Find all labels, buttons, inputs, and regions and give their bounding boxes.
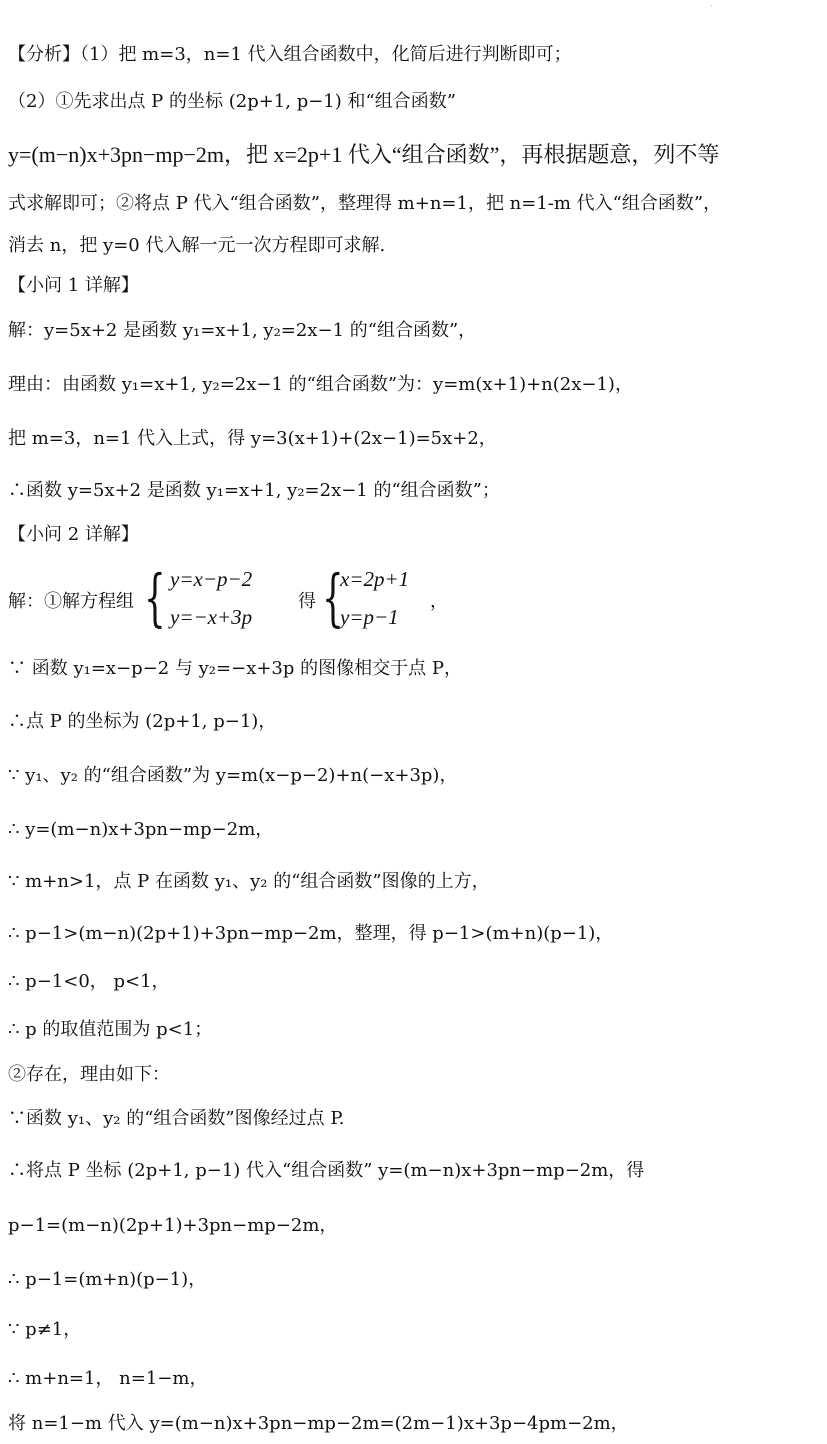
solution-line-2: 理由：由函数 y₁=x+1, y₂=2x−1 的“组合函数”为：y=m(x+1)+n(2x−1)， <box>8 374 633 395</box>
solution-line-3: 把 m=3，n=1 代入上式，得 y=3(x+1)+(2x−1)=5x+2， <box>8 428 497 449</box>
solution-line-12: ∴ p 的取值范围为 p<1； <box>8 1019 213 1040</box>
solution-line-18: ∵ p≠1， <box>8 1319 82 1340</box>
section-heading-q1: 【小问 1 详解】 <box>8 275 139 296</box>
solution-line-9: ∵ m+n>1，点 P 在函数 y₁、y₂ 的“组合函数”图像的上方， <box>8 871 490 892</box>
solution-line-1: 解：y=5x+2 是函数 y₁=x+1, y₂=2x−1 的“组合函数”， <box>8 320 477 341</box>
solution-line-13: ②存在，理由如下： <box>8 1064 170 1085</box>
solution-line-19: ∴ m+n=1， n=1−m， <box>8 1368 208 1389</box>
solution-line-17: ∴ p−1=(m+n)(p−1)， <box>8 1269 207 1290</box>
solution-line-16: p−1=(m−n)(2p+1)+3pn−mp−2m， <box>8 1215 338 1236</box>
solution-line-4: ∴函数 y=5x+2 是函数 y₁=x+1, y₂=2x−1 的“组合函数”； <box>8 480 500 501</box>
solution-line-14: ∵函数 y₁、y₂ 的“组合函数”图像经过点 P. <box>8 1108 345 1129</box>
solution-line-8: ∴ y=(m−n)x+3pn−mp−2m， <box>8 819 274 840</box>
system-1-eq-a: y=x−p−2 <box>170 567 253 591</box>
system-2-eq-b: y=p−1 <box>340 605 399 629</box>
system-suffix: ， <box>430 591 448 612</box>
system-1-eq-b: y=−x+3p <box>170 605 253 629</box>
left-brace-1: { <box>144 561 166 634</box>
analysis-line-4: 式求解即可；②将点 P 代入“组合函数”，整理得 m+n=1，把 n=1-m 代入“组合函数”， <box>8 193 722 214</box>
solution-line-20: 将 n=1−m 代入 y=(m−n)x+3pn−mp−2m=(2m−1)x+3p−4pm−2m， <box>8 1413 629 1434</box>
analysis-line-1: 【分析】（1）把 m=3，n=1 代入组合函数中，化简后进行判断即可； <box>8 44 572 65</box>
analysis-line-5: 消去 n，把 y=0 代入解一元一次方程即可求解. <box>8 235 386 256</box>
scan-mark: · <box>710 2 713 11</box>
solution-line-7: ∵ y₁、y₂ 的“组合函数”为 y=m(x−p−2)+n(−x+3p)， <box>8 765 458 786</box>
solution-line-10: ∴ p−1>(m−n)(2p+1)+3pn−mp−2m，整理，得 p−1>(m+n)(p−1)， <box>8 923 614 944</box>
section-heading-q2: 【小问 2 详解】 <box>8 524 139 545</box>
equation-system-line <box>8 561 508 640</box>
system-2-eq-a: x=2p+1 <box>340 567 410 591</box>
analysis-line-2: （2）①先求出点 P 的坐标 (2p+1, p−1) 和“组合函数” <box>8 91 456 112</box>
solution-line-11: ∴ p−1<0， p<1， <box>8 971 170 992</box>
solution-line-5: ∵ 函数 y₁=x−p−2 与 y₂=−x+3p 的图像相交于点 P， <box>8 658 462 679</box>
left-brace-2: { <box>322 561 344 634</box>
system-prefix: 解：①解方程组 <box>8 591 134 612</box>
analysis-line-3: y=(m−n)x+3pn−mp−2m，把 x=2p+1 代入“组合函数”，再根据题意，列不等 <box>8 142 720 167</box>
solution-line-6: ∴点 P 的坐标为 (2p+1, p−1)， <box>8 711 277 732</box>
solution-line-15: ∴将点 P 坐标 (2p+1, p−1) 代入“组合函数” y=(m−n)x+3pn−mp−2m，得 <box>8 1160 645 1181</box>
system-mid-word: 得 <box>298 591 316 612</box>
